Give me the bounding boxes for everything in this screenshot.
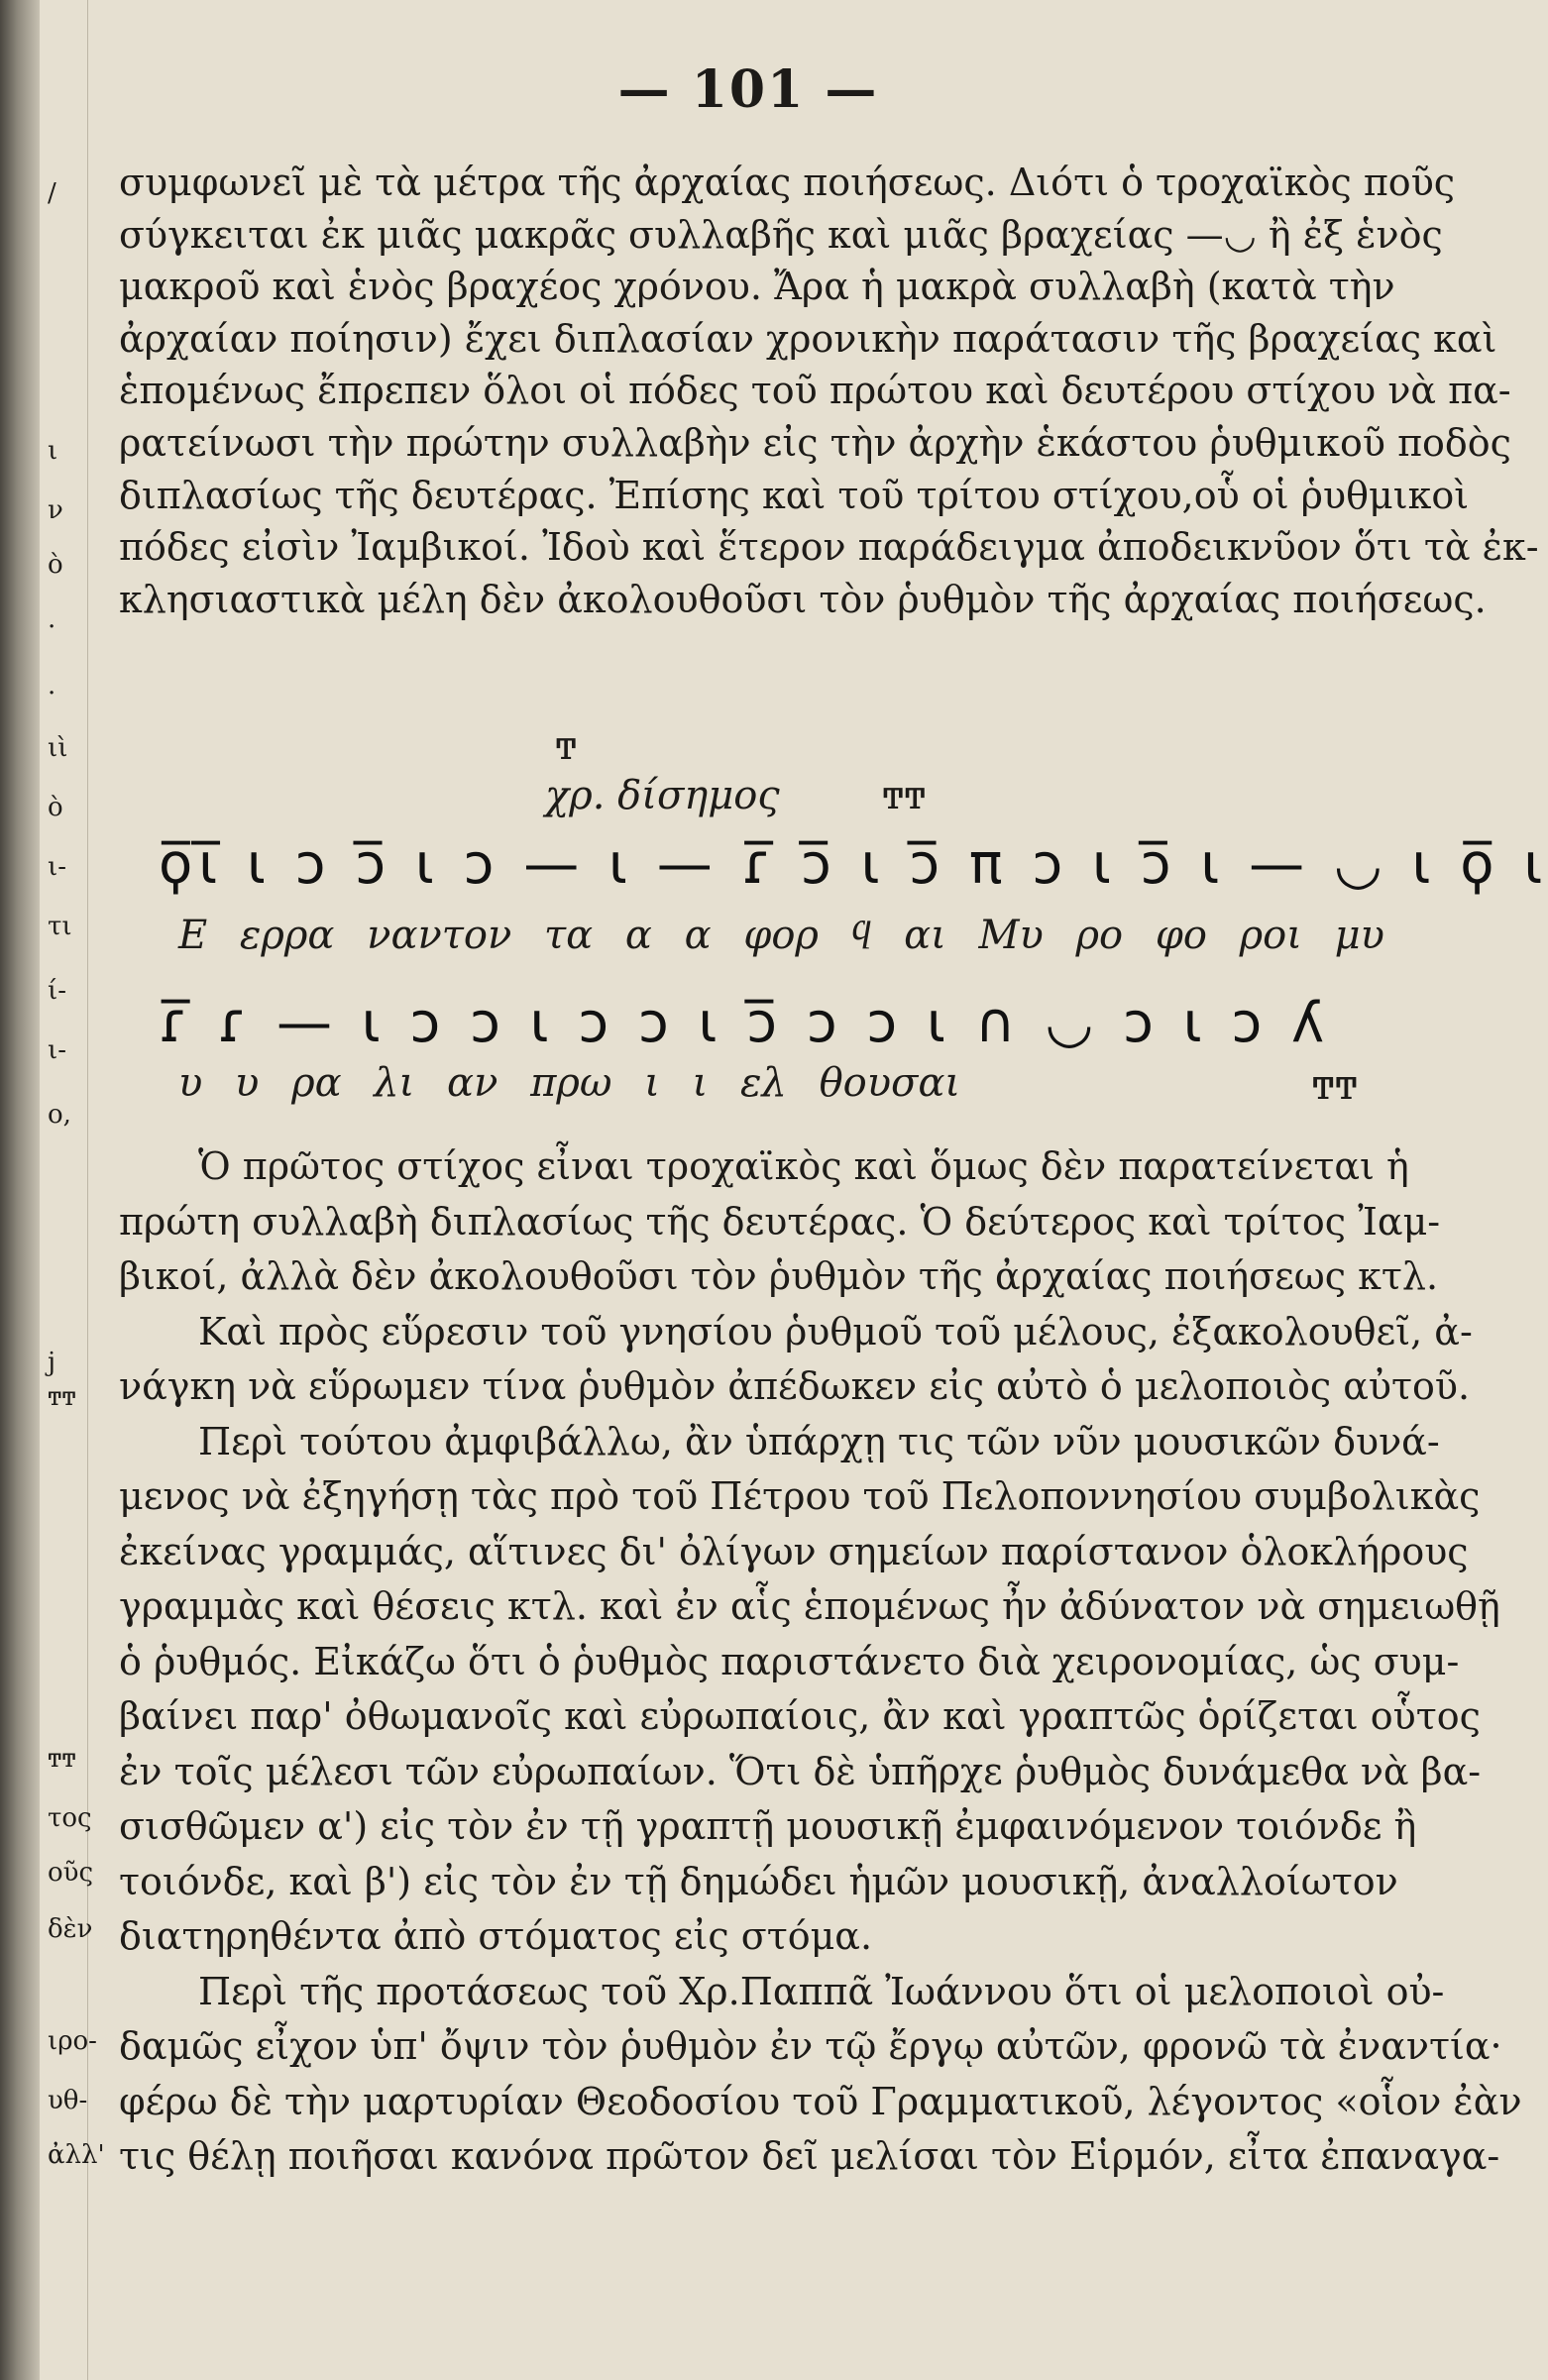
margin-fragment: ιὶ: [48, 733, 68, 763]
text-line: συμφωνεῖ μὲ τὰ μέτρα τῆς ἀρχαίας ποιήσεως. Διότι ὁ τροχαϊκὸς ποῦς: [119, 161, 1456, 204]
text-line: Περὶ τῆς προτάσεως τοῦ Χρ.Παππᾶ Ἰωάννου ὅτι οἱ μελοποιοὶ οὐ-: [198, 1969, 1445, 2013]
margin-fragment: .: [48, 604, 56, 634]
text-line: τοιόνδε, καὶ β') εἰς τὸν ἐν τῇ δημώδει ἡμῶν μουσικῇ, ἀναλλοίωτον: [119, 1859, 1398, 1903]
text-line: ἐκείνας γραμμάς, αἵτινες δι' ὀλίγων σημείων παρίστανον ὁλοκλήρους: [119, 1529, 1469, 1573]
text-line: δαμῶς εἶχον ὑπ' ὄψιν τὸν ῥυθμὸν ἐν τῷ ἔργῳ αὐτῶν, φρονῶ τὰ ἐναντία·: [119, 2024, 1502, 2068]
neume-mark: ͳͳ: [1311, 1060, 1358, 1109]
text-line: σύγκειται ἐκ μιᾶς μακρᾶς συλλαβῆς καὶ μιᾶς βραχείας —◡ ἢ ἐξ ἑνὸς: [119, 212, 1443, 257]
paragraph-1: [119, 157, 1539, 625]
text-line: γραμμὰς καὶ θέσεις κτλ. καὶ ἐν αἷς ἑπομένως ἦν ἀδύνατον νὰ σημειωθῇ: [119, 1584, 1500, 1628]
margin-fragment: υθ-: [48, 2086, 88, 2115]
text-line: Ὁ πρῶτος στίχος εἶναι τροχαϊκὸς καὶ ὅμως δὲν παρατείνεται ἡ: [198, 1144, 1409, 1188]
text-line: Περὶ τούτου ἀμφιβάλλω, ἂν ὑπάρχῃ τις τῶν νῦν μουσικῶν δυνά-: [198, 1419, 1440, 1463]
margin-fragment: τος: [48, 1803, 92, 1833]
margin-fragment: ι: [48, 436, 58, 466]
text-line: βαίνει παρ' ὀθωμανοῖς καὶ εὐρωπαίοις, ἂν καὶ γραπτῶς ὁρίζεται οὗτος: [119, 1694, 1481, 1738]
text-line: μακροῦ καὶ ἑνὸς βραχέος χρόνου. Ἄρα ἡ μακρὰ συλλαβὴ (κατὰ τὴν: [119, 265, 1395, 309]
text-line: διπλασίως τῆς δευτέρας. Ἐπίσης καὶ τοῦ τρίτου στίχου,οὗ οἱ ῥυθμικοὶ: [119, 473, 1470, 517]
margin-fragment: ὸ: [48, 550, 63, 580]
text-line: Καὶ πρὸς εὕρεσιν τοῦ γνησίου ῥυθμοῦ τοῦ μέλους, ἐξακολουθεῖ, ἀ-: [198, 1309, 1473, 1353]
margin-fragment: δὲν: [48, 1914, 93, 1944]
text-line: νάγκη νὰ εὕρωμεν τίνα ῥυθμὸν ἀπέδωκεν εἰς αὐτὸ ὁ μελοποιὸς αὐτοῦ.: [119, 1364, 1471, 1408]
margin-fragment: οῦς: [48, 1858, 94, 1888]
margin-fragment: ϳ: [48, 1348, 56, 1377]
text-line: σισθῶμεν α') εἰς τὸν ἐν τῇ γραπτῇ μουσικῇ ἐμφαινόμενον τοιόνδε ἢ: [119, 1804, 1417, 1848]
text-line: πρώτη συλλαβὴ διπλασίως τῆς δευτέρας. Ὁ δεύτερος καὶ τρίτος Ἰαμ-: [119, 1199, 1441, 1244]
neume-mark: ͳͳ: [882, 773, 927, 818]
text-line: ὁ ῥυθμός. Εἰκάζω ὅτι ὁ ῥυθμὸς παριστάνετο διὰ χειρονομίας, ὡς συμ-: [119, 1639, 1460, 1683]
margin-fragment: ί-: [48, 976, 66, 1006]
text-line: ἐν τοῖς μέλεσι τῶν εὐρωπαίων. Ὅτι δὲ ὑπῆρχε ῥυθμὸς δυνάμεθα νὰ βα-: [119, 1749, 1482, 1793]
margin-fragment: ͳͳ: [48, 1382, 76, 1412]
neume-line-1: ϙ̅ɩ̅ ɩ ɔ ɔ̅ ɩ ɔ — ɩ — ɾ̅ ɔ̅ ɩ ɔ̅ π ɔ ɩ ɔ̅ ɩ — ◡ ɩ ϙ̅ ɩ: [159, 832, 1548, 897]
text-line: μενος νὰ ἐξηγήσῃ τὰς πρὸ τοῦ Πέτρου τοῦ Πελοποννησίου συμβολικὰς: [119, 1474, 1481, 1518]
text-line: φέρω δὲ τὴν μαρτυρίαν Θεοδοσίου τοῦ Γραμματικοῦ, λέγοντος «οἷον ἐὰν: [119, 2079, 1522, 2123]
margin-fragment: /: [48, 178, 56, 208]
text-line: διατηρηθέντα ἀπὸ στόματος εἰς στόμα.: [119, 1914, 873, 1958]
syllable-line-2: υ υ ρα λι αν πρω ι ι ελ θουσαι: [178, 1060, 961, 1106]
margin-fragment: ι-: [48, 852, 66, 882]
margin-fragment: ι-: [48, 1035, 66, 1065]
margin-fragment: ·: [48, 679, 56, 708]
text-line: πόδες εἰσὶν Ἰαμβικοί. Ἰδοὺ καὶ ἕτερον παράδειγμα ἀποδεικνῦον ὅτι τὰ ἐκ-: [119, 525, 1539, 570]
syllable-line-1: Ε ερρα ναντον τα α α φορ ϥ αι Μυ ρο φο ροι μυ: [178, 913, 1384, 958]
text-line: βικοί, ἀλλὰ δὲν ἀκολουθοῦσι τὸν ῥυθμὸν τῆς ἀρχαίας ποιήσεως κτλ.: [119, 1254, 1439, 1298]
book-spine-shadow: [0, 0, 40, 2380]
margin-fragment: τι: [48, 912, 72, 941]
margin-fragment: ν: [48, 495, 63, 525]
text-line: κλησιαστικὰ μέλη δὲν ἀκολουθοῦσι τὸν ῥυθμὸν τῆς ἀρχαίας ποιήσεως.: [119, 577, 1487, 621]
prose-block: [119, 1139, 1522, 2185]
margin-fragment: ͳͳ: [48, 1744, 76, 1774]
facing-page-margin: [44, 0, 105, 2380]
margin-fragment: ιρο-: [48, 2026, 97, 2056]
text-line: ἀρχαίαν ποίησιν) ἔχει διπλασίαν χρονικὴν παράτασιν τῆς βραχείας καὶ: [119, 316, 1497, 361]
margin-fragment: ὸ: [48, 793, 63, 822]
page-number: — 101 —: [617, 59, 879, 120]
text-line: τις θέλῃ ποιῆσαι κανόνα πρῶτον δεῖ μελίσαι τὸν Εἱρμόν, εἶτα ἐπαναγα-: [119, 2134, 1500, 2178]
text-line: ρατείνωσι τὴν πρώτην συλλαβὴν εἰς τὴν ἀρχὴν ἑκάστου ῥυθμικοῦ ποδὸς: [119, 420, 1511, 465]
neume-line-2: ɾ̅ ɾ — ɩ ɔ ɔ ɩ ɔ ɔ ɩ ɔ̅ ɔ ɔ ɩ ∩ ◡ ɔ ɩ ɔ ʎ: [159, 991, 1331, 1055]
text-line: ἑπομένως ἔπρεπεν ὅλοι οἱ πόδες τοῦ πρώτου καὶ δευτέρου στίχου νὰ πα-: [119, 369, 1511, 413]
music-header: χρ. δίσημος: [545, 773, 780, 818]
neume-mark: ͳ: [555, 723, 578, 769]
margin-fragment: ἀλλ': [48, 2140, 105, 2170]
book-page: [119, 40, 1548, 2358]
margin-fragment: ο,: [48, 1100, 71, 1130]
